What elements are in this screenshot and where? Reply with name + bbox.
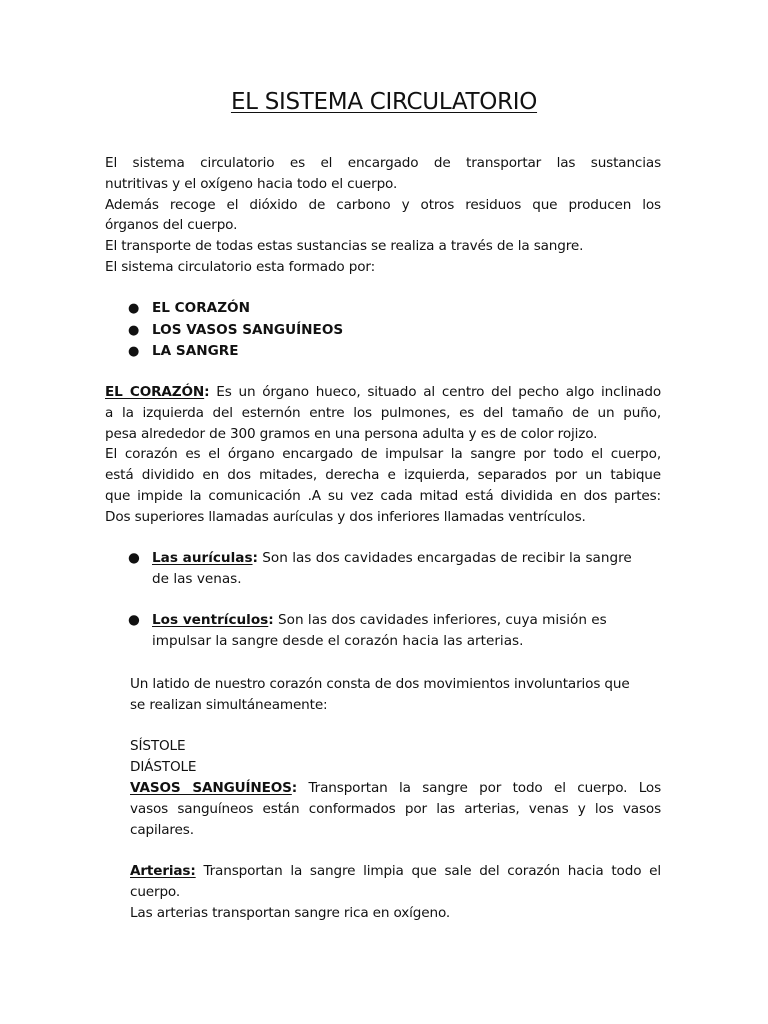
intro-line: órganos del cuerpo. [105, 217, 238, 234]
auriculas-desc-2: de las venas. [152, 571, 242, 587]
corazon-text: Es un órgano hueco, situado al centro del pecho algo inclinado [209, 384, 662, 400]
intro-line: Además recoge el dióxido de carbono y otros residuos que producen los [105, 196, 661, 213]
corazon-line: pesa alrededor de 300 gramos en una persona adulta y es de color rojizo. [105, 425, 598, 442]
intro-paragraph [105, 153, 661, 278]
corazon-line [105, 382, 661, 403]
bullet-icon: ● [128, 301, 140, 316]
components-list [128, 298, 343, 363]
auriculas-colon: : [252, 550, 258, 566]
latido-line: Un latido de nuestro corazón consta de dos movimientos involuntarios que [130, 676, 630, 692]
corazon-line: que impide la comunicación .A su vez cada mitad está dividida en dos partes: [105, 487, 661, 504]
vasos-text: Transportan la sangre por todo el cuerpo. Los [297, 780, 661, 796]
list-item [128, 320, 343, 342]
movimientos-list [130, 736, 430, 778]
list-item-label: LA SANGRE [152, 343, 239, 359]
vasos-term: VASOS SANGUÍNEOS [130, 780, 292, 796]
intro-line: nutritivas y el oxígeno hacia todo el cuerpo. [105, 175, 398, 192]
ventriculos-desc-2: impulsar la sangre desde el corazón hacia las arterias. [152, 633, 524, 649]
intro-line: El sistema circulatorio es el encargado de transportar las sustancias [105, 155, 661, 171]
movimiento-diastole: DIÁSTOLE [130, 758, 197, 775]
arterias-text: Transportan la sangre limpia que sale del corazón hacia todo el [195, 863, 661, 879]
arterias-term: Arterias: [130, 863, 196, 879]
auriculas-term: Las aurículas [152, 550, 253, 566]
vasos-paragraph [130, 778, 661, 840]
auriculas-desc: Son las dos cavidades encargadas de recibir la sangre [257, 550, 632, 566]
corazon-line: Dos superiores llamadas aurículas y dos inferiores llamadas ventrículos. [105, 508, 586, 525]
bullet-icon: ● [128, 612, 140, 628]
corazon-line: a la izquierda del esternón entre los pulmones, es del tamaño de un puño, [105, 404, 661, 421]
auriculas-text [128, 548, 648, 590]
latido-text: se realizan simultáneamente: [130, 696, 328, 713]
latido-paragraph [130, 674, 670, 716]
corazon-paragraph [105, 382, 661, 528]
bullet-icon: ● [128, 344, 140, 359]
corazon-heading: EL CORAZÓN [105, 384, 205, 400]
vasos-line: capilares. [130, 821, 194, 838]
arterias-paragraph [130, 861, 661, 923]
vasos-colon: : [291, 780, 298, 796]
movimiento-sistole: SÍSTOLE [130, 738, 186, 754]
ventriculos-item [128, 610, 648, 652]
bullet-icon: ● [128, 550, 140, 566]
list-item [128, 298, 343, 320]
bullet-icon: ● [128, 322, 140, 338]
ventriculos-desc: Son las dos cavidades inferiores, cuya misión es [273, 612, 607, 628]
ventriculos-text [128, 610, 648, 652]
ventriculos-term: Los ventrículos [152, 612, 269, 628]
intro-line: El sistema circulatorio esta formado por: [105, 258, 376, 275]
list-item-label: EL CORAZÓN [152, 300, 250, 316]
ventriculos-colon: : [268, 612, 274, 628]
list-item [128, 341, 343, 363]
arterias-line: Las arterias transportan sangre rica en oxígeno. [130, 904, 451, 921]
vasos-line [130, 778, 661, 799]
vasos-line: vasos sanguíneos están conformados por las arterias, venas y los vasos [130, 800, 661, 817]
corazon-colon: : [204, 384, 210, 400]
arterias-line [130, 861, 661, 882]
corazon-line: está dividido en dos mitades, derecha e izquierda, separados por un tabique [105, 467, 661, 484]
arterias-line: cuerpo. [130, 883, 181, 900]
corazon-line: El corazón es el órgano encargado de impulsar la sangre por todo el cuerpo, [105, 446, 661, 463]
intro-line: El transporte de todas estas sustancias se realiza a través de la sangre. [105, 238, 584, 255]
latido-line [130, 695, 670, 716]
auriculas-item [128, 548, 648, 590]
list-item-label: LOS VASOS SANGUÍNEOS [152, 321, 344, 338]
document-title: EL SISTEMA CIRCULATORIO [230, 89, 538, 115]
